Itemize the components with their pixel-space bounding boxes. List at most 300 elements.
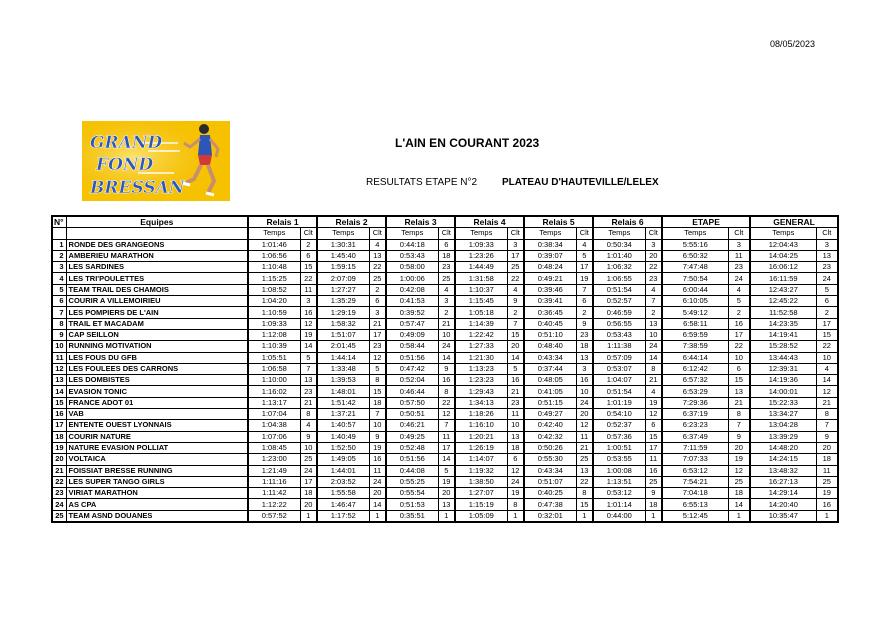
time-cell: 0:51:56 bbox=[386, 352, 438, 363]
team-name: EVASION TONIC bbox=[66, 386, 248, 397]
rank-cell: 25 bbox=[816, 476, 838, 487]
header-num: N° bbox=[52, 216, 66, 228]
time-cell: 1:10:00 bbox=[248, 375, 300, 386]
table-row bbox=[52, 375, 838, 386]
team-name: NATURE EVASION POLLIAT bbox=[66, 442, 248, 453]
table-row bbox=[52, 476, 838, 487]
time-cell: 6:00:44 bbox=[662, 284, 728, 295]
rank-cell: 22 bbox=[645, 262, 662, 273]
rank-cell: 23 bbox=[576, 329, 593, 340]
rank-cell: 23 bbox=[816, 262, 838, 273]
time-cell: 2:03:52 bbox=[317, 476, 369, 487]
rank-cell: 16 bbox=[645, 465, 662, 476]
rank-cell: 6 bbox=[369, 296, 386, 307]
team-name: CAP SEILLON bbox=[66, 329, 248, 340]
time-cell: 0:35:51 bbox=[386, 510, 438, 522]
header-etape: ETAPE bbox=[662, 216, 750, 228]
rank-cell: 18 bbox=[300, 488, 317, 499]
table-row bbox=[52, 499, 838, 510]
sub-header-time: Temps bbox=[455, 228, 507, 239]
time-cell: 0:39:46 bbox=[524, 284, 576, 295]
rank-cell: 25 bbox=[576, 454, 593, 465]
rank-cell: 14 bbox=[300, 341, 317, 352]
rank-cell: 17 bbox=[369, 329, 386, 340]
table-row bbox=[52, 431, 838, 442]
table-row bbox=[52, 329, 838, 340]
time-cell: 1:09:33 bbox=[248, 318, 300, 329]
grand-fond-bressan-logo bbox=[82, 121, 230, 201]
rank-cell: 2 bbox=[645, 307, 662, 318]
time-cell: 0:37:44 bbox=[524, 363, 576, 374]
time-cell: 1:06:56 bbox=[248, 250, 300, 261]
table-row bbox=[52, 409, 838, 420]
rank-cell: 3 bbox=[507, 239, 524, 250]
table-row bbox=[52, 262, 838, 273]
rank-cell: 24 bbox=[507, 476, 524, 487]
time-cell: 7:11:59 bbox=[662, 442, 728, 453]
time-cell: 0:57:09 bbox=[593, 352, 645, 363]
time-cell: 7:50:54 bbox=[662, 273, 728, 284]
rank-cell: 3 bbox=[645, 239, 662, 250]
rank-cell: 7 bbox=[728, 420, 750, 431]
time-cell: 1:11:38 bbox=[593, 341, 645, 352]
header-relais-1: Relais 1 bbox=[248, 216, 317, 228]
time-cell: 1:34:13 bbox=[455, 397, 507, 408]
rank-cell: 19 bbox=[728, 454, 750, 465]
rank-cell: 23 bbox=[438, 262, 455, 273]
rank-cell: 22 bbox=[728, 341, 750, 352]
rank-cell: 25 bbox=[507, 262, 524, 273]
time-cell: 0:57:52 bbox=[248, 510, 300, 522]
time-cell: 14:19:41 bbox=[750, 329, 816, 340]
team-number: 10 bbox=[52, 341, 66, 352]
rank-cell: 16 bbox=[369, 454, 386, 465]
team-name: LES FOULEES DES CARRONS bbox=[66, 363, 248, 374]
header-relais-3: Relais 3 bbox=[386, 216, 455, 228]
time-cell: 1:20:21 bbox=[455, 431, 507, 442]
time-cell: 1:10:37 bbox=[455, 284, 507, 295]
rank-cell: 21 bbox=[369, 318, 386, 329]
rank-cell: 6 bbox=[438, 239, 455, 250]
time-cell: 1:18:26 bbox=[455, 409, 507, 420]
time-cell: 1:01:40 bbox=[593, 250, 645, 261]
time-cell: 0:48:24 bbox=[524, 262, 576, 273]
rank-cell: 9 bbox=[816, 431, 838, 442]
rank-cell: 6 bbox=[728, 363, 750, 374]
rank-cell: 20 bbox=[645, 250, 662, 261]
time-cell: 1:46:47 bbox=[317, 499, 369, 510]
rank-cell: 1 bbox=[369, 510, 386, 522]
time-cell: 0:38:34 bbox=[524, 239, 576, 250]
rank-cell: 24 bbox=[438, 341, 455, 352]
rank-cell: 16 bbox=[507, 375, 524, 386]
time-cell: 1:40:57 bbox=[317, 420, 369, 431]
rank-cell: 11 bbox=[438, 431, 455, 442]
rank-cell: 10 bbox=[507, 420, 524, 431]
svg-text:FOND: FOND bbox=[96, 155, 154, 175]
rank-cell: 16 bbox=[816, 499, 838, 510]
time-cell: 1:26:19 bbox=[455, 442, 507, 453]
sub-header-time: Temps bbox=[524, 228, 576, 239]
rank-cell: 8 bbox=[300, 409, 317, 420]
team-number: 24 bbox=[52, 499, 66, 510]
time-cell: 1:51:07 bbox=[317, 329, 369, 340]
time-cell: 1:21:30 bbox=[455, 352, 507, 363]
rank-cell: 8 bbox=[369, 375, 386, 386]
rank-cell: 12 bbox=[369, 352, 386, 363]
time-cell: 0:52:48 bbox=[386, 442, 438, 453]
time-cell: 1:27:07 bbox=[455, 488, 507, 499]
rank-cell: 1 bbox=[300, 510, 317, 522]
sub-header-blank bbox=[66, 228, 248, 239]
time-cell: 0:49:21 bbox=[524, 273, 576, 284]
rank-cell: 12 bbox=[507, 465, 524, 476]
time-cell: 0:53:07 bbox=[593, 363, 645, 374]
time-cell: 1:09:33 bbox=[455, 239, 507, 250]
time-cell: 6:57:32 bbox=[662, 375, 728, 386]
time-cell: 13:39:29 bbox=[750, 431, 816, 442]
sub-header-time: Temps bbox=[248, 228, 300, 239]
rank-cell: 22 bbox=[816, 341, 838, 352]
sub-header-rank: Clt bbox=[816, 228, 838, 239]
sub-header-rank: Clt bbox=[369, 228, 386, 239]
time-cell: 1:33:48 bbox=[317, 363, 369, 374]
time-cell: 16:11:59 bbox=[750, 273, 816, 284]
rank-cell: 19 bbox=[507, 488, 524, 499]
time-cell: 1:00:06 bbox=[386, 273, 438, 284]
team-number: 5 bbox=[52, 284, 66, 295]
rank-cell: 18 bbox=[816, 454, 838, 465]
time-cell: 1:27:27 bbox=[317, 284, 369, 295]
time-cell: 1:08:45 bbox=[248, 442, 300, 453]
team-number: 3 bbox=[52, 262, 66, 273]
time-cell: 6:50:32 bbox=[662, 250, 728, 261]
rank-cell: 17 bbox=[507, 250, 524, 261]
sub-header-blank bbox=[52, 228, 66, 239]
time-cell: 0:52:37 bbox=[593, 420, 645, 431]
time-cell: 6:53:12 bbox=[662, 465, 728, 476]
header-relais-4: Relais 4 bbox=[455, 216, 524, 228]
rank-cell: 4 bbox=[816, 363, 838, 374]
rank-cell: 4 bbox=[576, 239, 593, 250]
rank-cell: 7 bbox=[300, 363, 317, 374]
rank-cell: 24 bbox=[816, 273, 838, 284]
sub-header-time: Temps bbox=[662, 228, 728, 239]
rank-cell: 2 bbox=[816, 307, 838, 318]
time-cell: 0:32:01 bbox=[524, 510, 576, 522]
time-cell: 1:19:32 bbox=[455, 465, 507, 476]
rank-cell: 14 bbox=[438, 454, 455, 465]
time-cell: 14:04:25 bbox=[750, 250, 816, 261]
rank-cell: 17 bbox=[728, 329, 750, 340]
time-cell: 6:55:13 bbox=[662, 499, 728, 510]
time-cell: 0:49:09 bbox=[386, 329, 438, 340]
rank-cell: 14 bbox=[728, 499, 750, 510]
rank-cell: 21 bbox=[728, 397, 750, 408]
rank-cell: 3 bbox=[369, 307, 386, 318]
time-cell: 0:46:44 bbox=[386, 386, 438, 397]
rank-cell: 9 bbox=[645, 488, 662, 499]
time-cell: 0:49:27 bbox=[524, 409, 576, 420]
time-cell: 1:13:17 bbox=[248, 397, 300, 408]
time-cell: 0:48:05 bbox=[524, 375, 576, 386]
time-cell: 14:19:36 bbox=[750, 375, 816, 386]
team-number: 20 bbox=[52, 454, 66, 465]
time-cell: 0:44:08 bbox=[386, 465, 438, 476]
table-row bbox=[52, 465, 838, 476]
time-cell: 0:57:50 bbox=[386, 397, 438, 408]
table-row bbox=[52, 273, 838, 284]
time-cell: 1:00:51 bbox=[593, 442, 645, 453]
rank-cell: 11 bbox=[576, 431, 593, 442]
team-name: AS CPA bbox=[66, 499, 248, 510]
team-number: 11 bbox=[52, 352, 66, 363]
team-name: LES SARDINES bbox=[66, 262, 248, 273]
rank-cell: 7 bbox=[369, 409, 386, 420]
rank-cell: 25 bbox=[369, 273, 386, 284]
sub-header-rank: Clt bbox=[728, 228, 750, 239]
rank-cell: 21 bbox=[576, 442, 593, 453]
rank-cell: 9 bbox=[728, 431, 750, 442]
rank-cell: 6 bbox=[507, 454, 524, 465]
team-number: 1 bbox=[52, 239, 66, 250]
time-cell: 1:23:23 bbox=[455, 375, 507, 386]
rank-cell: 11 bbox=[369, 465, 386, 476]
table-row bbox=[52, 454, 838, 465]
time-cell: 1:59:15 bbox=[317, 262, 369, 273]
rank-cell: 19 bbox=[576, 273, 593, 284]
rank-cell: 4 bbox=[300, 420, 317, 431]
team-name: VAB bbox=[66, 409, 248, 420]
rank-cell: 1 bbox=[645, 510, 662, 522]
rank-cell: 19 bbox=[438, 476, 455, 487]
rank-cell: 15 bbox=[576, 499, 593, 510]
rank-cell: 21 bbox=[816, 397, 838, 408]
time-cell: 1:06:32 bbox=[593, 262, 645, 273]
rank-cell: 23 bbox=[369, 341, 386, 352]
time-cell: 1:30:31 bbox=[317, 239, 369, 250]
time-cell: 0:53:55 bbox=[593, 454, 645, 465]
time-cell: 0:57:36 bbox=[593, 431, 645, 442]
time-cell: 1:22:42 bbox=[455, 329, 507, 340]
rank-cell: 13 bbox=[369, 250, 386, 261]
time-cell: 5:49:12 bbox=[662, 307, 728, 318]
time-cell: 1:04:07 bbox=[593, 375, 645, 386]
time-cell: 0:58:44 bbox=[386, 341, 438, 352]
rank-cell: 25 bbox=[728, 476, 750, 487]
time-cell: 1:40:49 bbox=[317, 431, 369, 442]
rank-cell: 23 bbox=[300, 386, 317, 397]
time-cell: 1:08:52 bbox=[248, 284, 300, 295]
rank-cell: 1 bbox=[438, 510, 455, 522]
time-cell: 0:47:38 bbox=[524, 499, 576, 510]
rank-cell: 22 bbox=[507, 273, 524, 284]
rank-cell: 11 bbox=[507, 409, 524, 420]
time-cell: 0:43:34 bbox=[524, 465, 576, 476]
rank-cell: 20 bbox=[300, 499, 317, 510]
time-cell: 0:42:32 bbox=[524, 431, 576, 442]
time-cell: 15:22:33 bbox=[750, 397, 816, 408]
time-cell: 14:29:14 bbox=[750, 488, 816, 499]
rank-cell: 10 bbox=[816, 352, 838, 363]
time-cell: 0:51:10 bbox=[524, 329, 576, 340]
group-header-row bbox=[52, 216, 838, 228]
time-cell: 1:01:46 bbox=[248, 239, 300, 250]
rank-cell: 15 bbox=[645, 431, 662, 442]
time-cell: 0:55:25 bbox=[386, 476, 438, 487]
time-cell: 0:51:54 bbox=[593, 284, 645, 295]
time-cell: 0:51:53 bbox=[386, 499, 438, 510]
rank-cell: 15 bbox=[300, 262, 317, 273]
time-cell: 1:10:59 bbox=[248, 307, 300, 318]
time-cell: 1:05:09 bbox=[455, 510, 507, 522]
team-number: 25 bbox=[52, 510, 66, 522]
rank-cell: 5 bbox=[438, 465, 455, 476]
rank-cell: 10 bbox=[576, 386, 593, 397]
rank-cell: 2 bbox=[728, 307, 750, 318]
report-date: 08/05/2023 bbox=[770, 39, 816, 49]
time-cell: 2:01:45 bbox=[317, 341, 369, 352]
time-cell: 0:39:52 bbox=[386, 307, 438, 318]
rank-cell: 18 bbox=[728, 488, 750, 499]
time-cell: 13:44:43 bbox=[750, 352, 816, 363]
time-cell: 1:44:14 bbox=[317, 352, 369, 363]
rank-cell: 9 bbox=[576, 318, 593, 329]
rank-cell: 4 bbox=[728, 284, 750, 295]
time-cell: 6:44:14 bbox=[662, 352, 728, 363]
team-number: 21 bbox=[52, 465, 66, 476]
time-cell: 1:39:53 bbox=[317, 375, 369, 386]
rank-cell: 13 bbox=[438, 499, 455, 510]
time-cell: 14:20:40 bbox=[750, 499, 816, 510]
team-number: 13 bbox=[52, 375, 66, 386]
time-cell: 1:23:00 bbox=[248, 454, 300, 465]
rank-cell: 14 bbox=[507, 352, 524, 363]
time-cell: 1:11:42 bbox=[248, 488, 300, 499]
time-cell: 1:52:50 bbox=[317, 442, 369, 453]
rank-cell: 10 bbox=[645, 329, 662, 340]
time-cell: 0:41:05 bbox=[524, 386, 576, 397]
team-number: 6 bbox=[52, 296, 66, 307]
time-cell: 1:16:10 bbox=[455, 420, 507, 431]
rank-cell: 14 bbox=[645, 352, 662, 363]
rank-cell: 18 bbox=[369, 397, 386, 408]
rank-cell: 15 bbox=[816, 329, 838, 340]
rank-cell: 6 bbox=[645, 420, 662, 431]
rank-cell: 2 bbox=[300, 239, 317, 250]
time-cell: 1:14:39 bbox=[455, 318, 507, 329]
time-cell: 5:55:16 bbox=[662, 239, 728, 250]
time-cell: 0:39:07 bbox=[524, 250, 576, 261]
time-cell: 0:55:30 bbox=[524, 454, 576, 465]
time-cell: 1:13:23 bbox=[455, 363, 507, 374]
time-cell: 0:52:57 bbox=[593, 296, 645, 307]
time-cell: 1:07:04 bbox=[248, 409, 300, 420]
time-cell: 1:37:21 bbox=[317, 409, 369, 420]
table-row bbox=[52, 307, 838, 318]
time-cell: 1:15:45 bbox=[455, 296, 507, 307]
event-title: L'AIN EN COURANT 2023 bbox=[395, 136, 540, 150]
team-name: LES FOUS DU GFB bbox=[66, 352, 248, 363]
team-name: TRAIL ET MACADAM bbox=[66, 318, 248, 329]
rank-cell: 7 bbox=[576, 284, 593, 295]
time-cell: 0:54:10 bbox=[593, 409, 645, 420]
header-team: Equipes bbox=[66, 216, 248, 228]
team-name: VIRIAT MARATHON bbox=[66, 488, 248, 499]
rank-cell: 10 bbox=[369, 420, 386, 431]
time-cell: 0:40:25 bbox=[524, 488, 576, 499]
rank-cell: 21 bbox=[645, 375, 662, 386]
team-number: 16 bbox=[52, 409, 66, 420]
time-cell: 0:43:34 bbox=[524, 352, 576, 363]
time-cell: 1:00:08 bbox=[593, 465, 645, 476]
rank-cell: 23 bbox=[507, 397, 524, 408]
time-cell: 0:49:25 bbox=[386, 431, 438, 442]
rank-cell: 7 bbox=[645, 296, 662, 307]
table-row bbox=[52, 296, 838, 307]
time-cell: 11:52:58 bbox=[750, 307, 816, 318]
time-cell: 1:31:58 bbox=[455, 273, 507, 284]
rank-cell: 8 bbox=[507, 499, 524, 510]
team-name: LES SUPER TANGO GIRLS bbox=[66, 476, 248, 487]
team-number: 14 bbox=[52, 386, 66, 397]
rank-cell: 13 bbox=[728, 386, 750, 397]
rank-cell: 17 bbox=[438, 442, 455, 453]
rank-cell: 3 bbox=[816, 239, 838, 250]
time-cell: 0:51:15 bbox=[524, 397, 576, 408]
sub-header-row bbox=[52, 228, 838, 239]
rank-cell: 13 bbox=[645, 318, 662, 329]
rank-cell: 7 bbox=[816, 420, 838, 431]
rank-cell: 11 bbox=[645, 454, 662, 465]
rank-cell: 12 bbox=[300, 318, 317, 329]
rank-cell: 12 bbox=[816, 386, 838, 397]
table-row bbox=[52, 510, 838, 522]
rank-cell: 20 bbox=[507, 341, 524, 352]
time-cell: 1:11:16 bbox=[248, 476, 300, 487]
time-cell: 0:58:00 bbox=[386, 262, 438, 273]
rank-cell: 8 bbox=[728, 409, 750, 420]
rank-cell: 24 bbox=[728, 273, 750, 284]
rank-cell: 1 bbox=[576, 510, 593, 522]
rank-cell: 5 bbox=[507, 363, 524, 374]
header-relais-6: Relais 6 bbox=[593, 216, 662, 228]
sub-header-time: Temps bbox=[317, 228, 369, 239]
time-cell: 1:13:51 bbox=[593, 476, 645, 487]
rank-cell: 9 bbox=[507, 296, 524, 307]
time-cell: 16:27:13 bbox=[750, 476, 816, 487]
rank-cell: 13 bbox=[816, 250, 838, 261]
time-cell: 1:51:42 bbox=[317, 397, 369, 408]
rank-cell: 20 bbox=[816, 442, 838, 453]
team-name: RONDE DES GRANGEONS bbox=[66, 239, 248, 250]
sub-header-rank: Clt bbox=[507, 228, 524, 239]
rank-cell: 24 bbox=[369, 476, 386, 487]
time-cell: 1:58:32 bbox=[317, 318, 369, 329]
time-cell: 6:59:59 bbox=[662, 329, 728, 340]
time-cell: 1:06:55 bbox=[593, 273, 645, 284]
team-number: 4 bbox=[52, 273, 66, 284]
rank-cell: 21 bbox=[300, 397, 317, 408]
time-cell: 0:50:26 bbox=[524, 442, 576, 453]
rank-cell: 21 bbox=[507, 386, 524, 397]
time-cell: 6:12:42 bbox=[662, 363, 728, 374]
rank-cell: 24 bbox=[576, 397, 593, 408]
time-cell: 1:10:39 bbox=[248, 341, 300, 352]
rank-cell: 25 bbox=[645, 476, 662, 487]
time-cell: 6:23:23 bbox=[662, 420, 728, 431]
team-number: 2 bbox=[52, 250, 66, 261]
